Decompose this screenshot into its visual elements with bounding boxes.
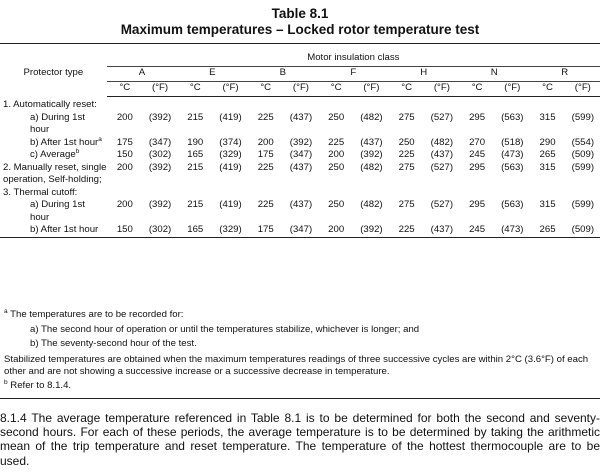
cell: (347)	[148, 136, 172, 148]
cell: 250	[398, 136, 415, 148]
unit-header: (°F)	[495, 81, 529, 96]
cell: 225	[398, 224, 415, 235]
cell: 215	[187, 161, 204, 173]
cell: 250	[328, 111, 345, 123]
note-stabilized: Stabilized temperatures are obtained when the maximum temperatures readings of three successive cycles are within 2°C (3.6°F) of each other and are not showing a successive increase or a successive decrease in temperature.	[4, 353, 589, 377]
cell: (482)	[360, 161, 383, 173]
cell: (554)	[571, 136, 595, 148]
cell: 290	[539, 136, 556, 148]
unit-header: °C	[529, 81, 565, 96]
section-label: 2. Manually reset, single operation, Self-holding;	[3, 161, 107, 185]
class-header: H	[389, 66, 459, 81]
cell: 295	[469, 161, 486, 173]
cell: 200	[116, 161, 133, 173]
cell: 200	[257, 136, 274, 148]
cell: (347)	[289, 149, 313, 160]
cell: 315	[539, 111, 556, 123]
cell: 275	[398, 111, 415, 123]
unit-header: (°F)	[566, 81, 600, 96]
cell: (347)	[289, 224, 313, 235]
note-a: $^a$ The temperatures are to be recorded for:	[4, 307, 184, 320]
cell: 150	[116, 149, 133, 160]
cell: 270	[469, 136, 486, 148]
cell: (419)	[219, 199, 242, 210]
cell: 275	[398, 161, 415, 173]
cell: (419)	[219, 111, 242, 123]
cell: (563)	[501, 199, 524, 210]
cell: 250	[328, 199, 345, 210]
class-header: R	[529, 66, 600, 81]
unit-header: (°F)	[425, 81, 459, 96]
cell: (302)	[148, 149, 172, 160]
cell: (482)	[360, 111, 383, 123]
cell: (509)	[571, 224, 595, 235]
cell: 175	[257, 149, 274, 160]
cell: (527)	[430, 161, 454, 173]
cell: (392)	[360, 224, 383, 235]
class-header: F	[318, 66, 388, 81]
cell: 165	[187, 149, 204, 160]
notes-bottom-rule	[0, 398, 600, 399]
cell: 265	[539, 224, 556, 235]
unit-header: °C	[177, 81, 213, 96]
cell: 215	[187, 111, 204, 123]
cell: (437)	[289, 161, 313, 173]
class-header: N	[459, 66, 529, 81]
cell: 200	[328, 149, 345, 160]
cell: (392)	[360, 149, 383, 160]
cell: 225	[257, 161, 274, 173]
cell: (599)	[571, 161, 595, 173]
cell: (374)	[219, 136, 242, 148]
table-number: Table 8.1	[271, 6, 329, 21]
cell: (329)	[219, 224, 242, 235]
row-label: b) After 1st hour	[30, 224, 99, 235]
class-header: B	[248, 66, 318, 81]
table-row	[0, 137, 600, 150]
cell: (302)	[148, 224, 172, 235]
cell: 265	[539, 149, 556, 160]
unit-header: °C	[389, 81, 425, 96]
cell: 200	[116, 199, 133, 210]
cell: 200	[328, 224, 345, 235]
cell: (482)	[360, 199, 383, 210]
cell: (392)	[148, 111, 172, 123]
cell: 295	[469, 199, 486, 210]
cell: (392)	[148, 199, 172, 210]
unit-header: (°F)	[284, 81, 318, 96]
cell: 175	[257, 224, 274, 235]
cell: 175	[116, 136, 133, 148]
row-label: b) After 1st hour$^a$	[30, 135, 102, 148]
unit-header: (°F)	[213, 81, 247, 96]
cell: 225	[257, 199, 274, 210]
cell: 295	[469, 111, 486, 123]
body-paragraph	[0, 411, 600, 468]
table-title: Maximum temperatures – Locked rotor temperature test	[120, 22, 480, 37]
section-label: 1. Automatically reset:	[3, 99, 97, 110]
cell: 315	[539, 161, 556, 173]
cell: 245	[469, 224, 486, 235]
table-row	[0, 162, 600, 187]
note-a-item: a) The second hour of operation or until the temperatures stabilize, whichever is longer; and	[30, 323, 420, 335]
cell: (437)	[360, 136, 383, 148]
footnote-ref-a: a	[98, 135, 102, 143]
cell: 315	[539, 199, 556, 210]
cell: 190	[187, 136, 204, 148]
cell: (482)	[430, 136, 454, 148]
cell: 245	[469, 149, 486, 160]
cell: (329)	[219, 149, 242, 160]
cell: (518)	[501, 136, 524, 148]
cell: 225	[398, 149, 415, 160]
table-row	[0, 224, 600, 237]
insulation-class-header: Motor insulation class	[307, 51, 400, 63]
row-label: a) During 1st hour	[30, 199, 85, 223]
cell: 225	[328, 136, 345, 148]
table-top-rule	[0, 43, 600, 44]
note-a-item: b) The seventy-second hour of the test.	[30, 338, 197, 349]
class-header: A	[107, 66, 177, 81]
unit-header: °C	[248, 81, 284, 96]
class-header: E	[177, 66, 247, 81]
table-notes	[0, 309, 600, 392]
note-b: $^b$ Refer to 8.1.4.	[4, 378, 72, 391]
unit-header: °C	[318, 81, 354, 96]
row-label: c) Average$^b$	[30, 147, 80, 160]
unit-header: (°F)	[143, 81, 177, 96]
cell: (599)	[571, 199, 595, 210]
cell: (473)	[501, 224, 524, 235]
cell: 165	[187, 224, 204, 235]
temperature-table	[0, 50, 600, 238]
cell: 200	[116, 111, 133, 123]
unit-header: (°F)	[354, 81, 388, 96]
cell: 225	[257, 111, 274, 123]
cell: (563)	[501, 161, 524, 173]
section-label: 3. Thermal cutoff:	[3, 186, 78, 198]
cell: 250	[328, 161, 345, 173]
cell: 150	[116, 224, 133, 235]
cell: (473)	[501, 149, 524, 160]
table-row	[0, 199, 600, 224]
cell: (437)	[430, 224, 454, 235]
cell: (527)	[430, 199, 454, 210]
paragraph-8-1-4: 8.1.4 The average temperature referenced in Table 8.1 is to be determined for both the second and seventy-second hours. For each of these periods, the average temperature is to be determined by taking the arithmetic mean of the trip temperature and reset temperature. The temperature of the hottest thermocouple are to be used.	[0, 411, 600, 468]
table-row	[0, 112, 600, 137]
cell: 275	[398, 199, 415, 210]
cell: (599)	[571, 111, 595, 123]
cell: (419)	[219, 161, 242, 173]
unit-header: °C	[459, 81, 495, 96]
footnote-ref-b: b	[75, 147, 80, 155]
cell: (509)	[571, 149, 595, 160]
unit-header: °C	[107, 81, 143, 96]
cell: (437)	[430, 149, 454, 160]
cell: (527)	[430, 111, 454, 123]
cell: (392)	[289, 136, 313, 148]
cell: (437)	[289, 199, 313, 210]
cell: 215	[187, 199, 204, 210]
cell: (563)	[501, 111, 524, 123]
cell: (392)	[148, 161, 172, 173]
table-row	[0, 149, 600, 162]
row-label: a) During 1st hour	[30, 111, 85, 135]
protector-type-header: Protector type	[23, 66, 84, 78]
cell: (437)	[289, 111, 313, 123]
